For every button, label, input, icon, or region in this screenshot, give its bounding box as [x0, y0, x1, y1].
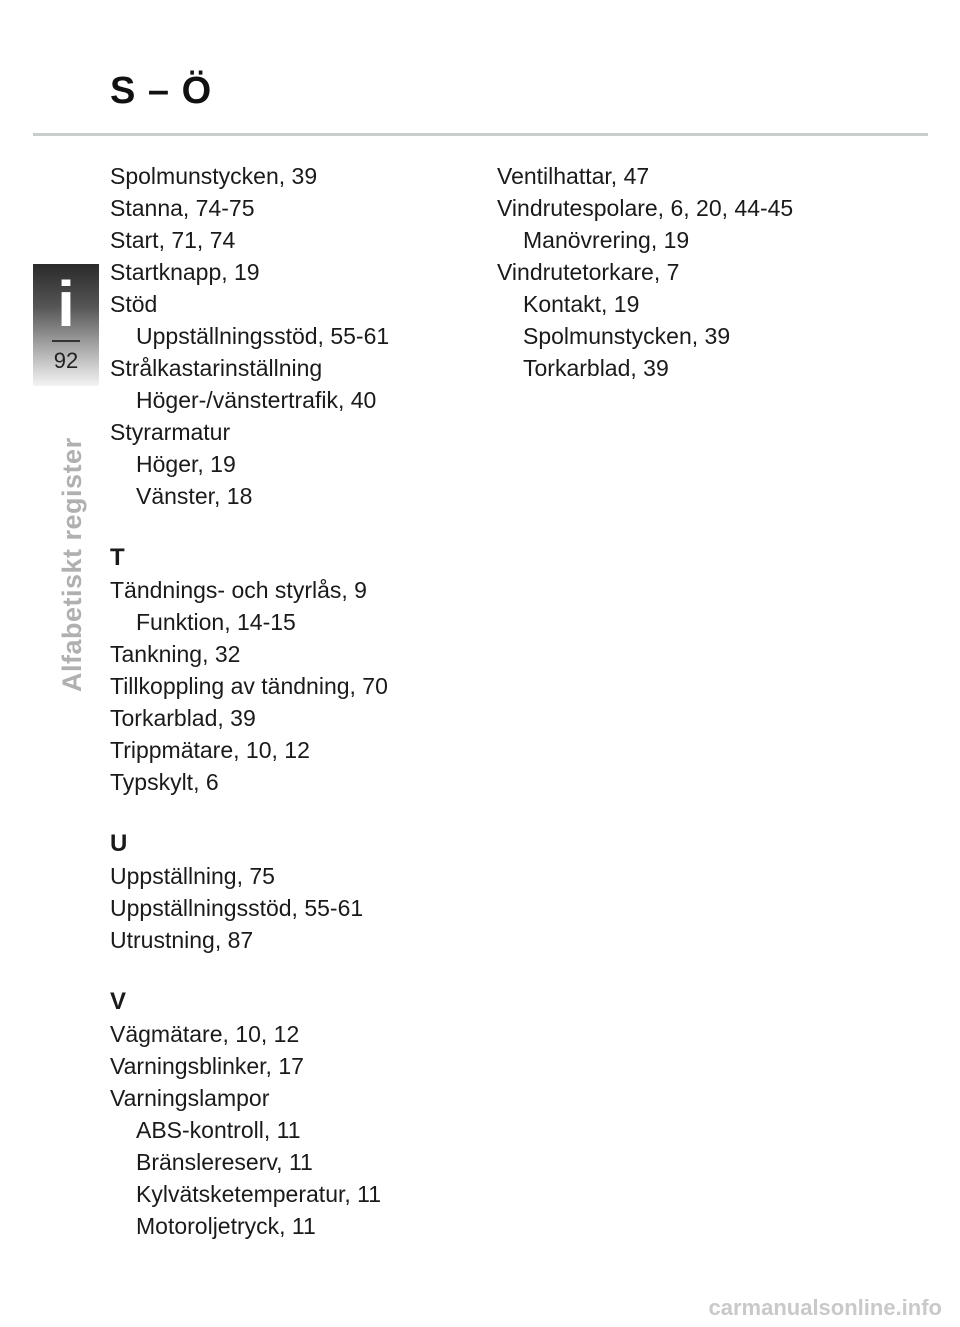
info-icon: i — [57, 268, 75, 340]
index-subentry: Höger-/vänstertrafik, 40 — [136, 387, 377, 413]
index-entry: Styrarmatur — [110, 419, 231, 445]
index-entry: Spolmunstycken, 39 — [110, 163, 318, 189]
index-subentry: Spolmunstycken, 39 — [523, 323, 731, 349]
index-group-v — [110, 1018, 470, 1242]
index-entry: Ventilhattar, 47 — [497, 163, 650, 189]
index-entry: Uppställningsstöd, 55-61 — [110, 895, 364, 921]
section-letter-t: T — [110, 544, 125, 571]
index-entry: Stanna, 74-75 — [110, 195, 255, 221]
index-group-u — [110, 860, 470, 956]
index-subentry: Kylvätsketemperatur, 11 — [136, 1181, 382, 1207]
index-entry: Varningsblinker, 17 — [110, 1053, 304, 1079]
index-subentry: Uppställningsstöd, 55-61 — [136, 323, 390, 349]
index-subentry: ABS-kontroll, 11 — [136, 1117, 301, 1143]
index-entry: Trippmätare, 10, 12 — [110, 737, 310, 763]
index-entry: Uppställning, 75 — [110, 863, 275, 889]
index-entry: Typskylt, 6 — [110, 769, 219, 795]
index-subentry: Kontakt, 19 — [523, 291, 640, 317]
index-entry: Tillkoppling av tändning, 70 — [110, 673, 388, 699]
index-entry: Stöd — [110, 291, 158, 317]
index-entry: Vindrutespolare, 6, 20, 44-45 — [497, 195, 794, 221]
index-group-s — [110, 160, 470, 512]
index-column-right — [497, 160, 917, 384]
chapter-label: Alfabetiskt register — [57, 437, 87, 692]
index-entry: Utrustning, 87 — [110, 927, 254, 953]
index-subentry: Torkarblad, 39 — [523, 355, 669, 381]
page-number: 92 — [53, 348, 79, 373]
index-entry: Startknapp, 19 — [110, 259, 260, 285]
tab-divider — [52, 340, 80, 342]
index-subentry: Bränslereserv, 11 — [136, 1149, 313, 1175]
index-entry: Varningslampor — [110, 1085, 270, 1111]
index-subentry: Motoroljetryck, 11 — [136, 1213, 316, 1239]
index-group-t — [110, 574, 470, 798]
index-subentry: Höger, 19 — [136, 451, 236, 477]
index-entry: Tankning, 32 — [110, 641, 241, 667]
index-subentry: Funktion, 14-15 — [136, 609, 296, 635]
index-entry: Vägmätare, 10, 12 — [110, 1021, 300, 1047]
watermark: carmanualsonline.info — [708, 1295, 942, 1320]
section-letter-v: V — [110, 988, 127, 1015]
index-entry: Tändnings- och styrlås, 9 — [110, 577, 367, 603]
index-subentry: Manövrering, 19 — [523, 227, 690, 253]
index-entry: Start, 71, 74 — [110, 227, 236, 253]
index-entry: Vindrutetorkare, 7 — [497, 259, 680, 285]
index-group-v-cont — [497, 160, 917, 384]
index-column-left — [110, 160, 470, 1242]
page-title: S – Ö — [110, 70, 213, 112]
index-entry: Torkarblad, 39 — [110, 705, 256, 731]
chapter-tab — [33, 264, 99, 386]
index-subentry: Vänster, 18 — [136, 483, 253, 509]
section-letter-u: U — [110, 830, 128, 857]
index-entry: Strålkastarinställning — [110, 355, 323, 381]
heading-divider — [33, 133, 928, 136]
